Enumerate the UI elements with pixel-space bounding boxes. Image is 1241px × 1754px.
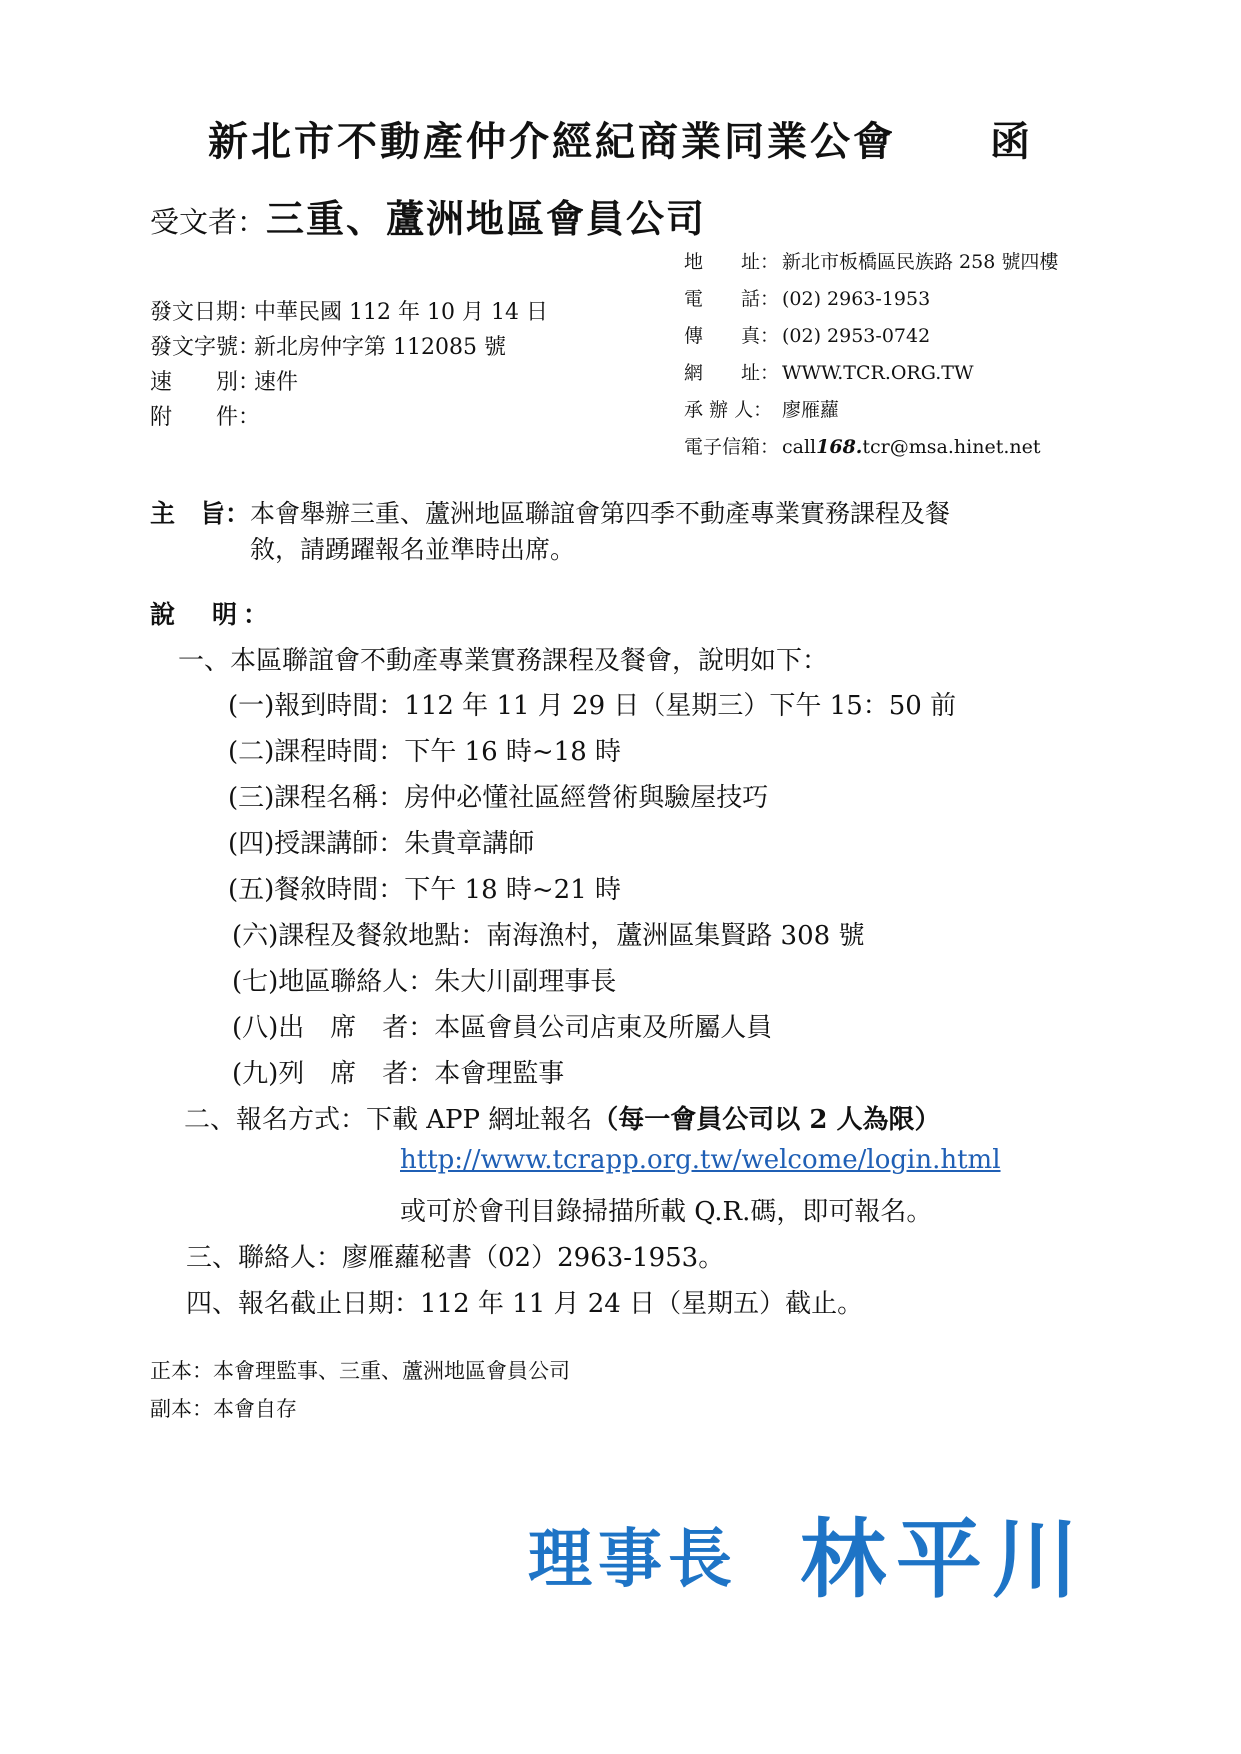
explanation-item-1: 一、本區聯誼會不動產專業實務課程及餐會，說明如下： — [178, 646, 829, 676]
sub-item: (六)課程及餐敘地點：南海漁村，蘆洲區集賢路 308 號 — [232, 921, 865, 951]
email-suffix: tcr@msa.hinet.net — [862, 436, 1041, 458]
email-prefix: call — [782, 436, 817, 458]
fax-label: 傳 真： — [684, 325, 780, 347]
contact-email — [684, 429, 1058, 466]
sub-item: (四)授課講師：朱貴章講師 — [228, 829, 535, 859]
explanation-item-2 — [184, 1099, 941, 1136]
recipient-line — [150, 188, 706, 243]
email-label: 電子信箱： — [684, 436, 780, 458]
sub-item: (九)列 席 者：本會理監事 — [232, 1059, 565, 1089]
speed-label: 速 別： — [150, 370, 261, 395]
registration-link[interactable]: http://www.tcrapp.org.tw/welcome/login.html — [400, 1145, 1001, 1175]
registration-limit: （每一會員公司以 2 人為限） — [592, 1105, 941, 1135]
address-value: 新北市板橋區民族路 258 號四樓 — [782, 251, 1059, 273]
sub-item: (二)課程時間：下午 16 時~18 時 — [228, 737, 622, 767]
subject-line-1 — [150, 496, 1080, 532]
website-label: 網 址： — [684, 362, 780, 384]
signature-name: 林平川 — [800, 1510, 1088, 1610]
sub-item: (三)課程名稱：房仲必懂社區經營術與驗屋技巧 — [228, 783, 769, 813]
sub-item: (八)出 席 者：本區會員公司店東及所屬人員 — [232, 1013, 773, 1043]
document-meta — [150, 295, 548, 435]
sub-item: (一)報到時間：112 年 11 月 29 日（星期三）下午 15：50 前 — [228, 691, 957, 721]
speed-value: 速件 — [254, 370, 299, 395]
address-label: 地 址： — [684, 251, 780, 273]
subject-text-1: 本會舉辦三重、蘆洲地區聯誼會第四季不動產專業實務課程及餐 — [250, 499, 951, 528]
document-type: 函 — [990, 118, 1030, 165]
registration-method: 二、報名方式：下載 APP 網址報名 — [184, 1105, 593, 1135]
registration-note: 或可於會刊目錄掃描所載 Q.R.碼，即可報名。 — [400, 1197, 933, 1227]
phone-value: (02) 2963-1953 — [782, 288, 931, 310]
contact-block — [684, 244, 1058, 466]
distribution-copy: 副本：本會自存 — [150, 1397, 297, 1421]
contact-website — [684, 355, 1058, 392]
reference-value: 新北房仲字第 112085 號 — [254, 335, 506, 360]
phone-label: 電 話： — [684, 288, 780, 310]
signature-title: 理事長 — [528, 1523, 738, 1597]
date-value: 中華民國 112 年 10 月 14 日 — [254, 300, 548, 325]
attachment-label: 附 件： — [150, 405, 261, 430]
contact-phone — [684, 281, 1058, 318]
contact-fax — [684, 318, 1058, 355]
meta-reference — [150, 330, 548, 365]
organization-title: 新北市不動產仲介經紀商業同業公會 — [208, 118, 896, 165]
subject-block — [150, 496, 1080, 568]
website-value: WWW.TCR.ORG.TW — [782, 362, 974, 384]
contact-address — [684, 244, 1058, 281]
meta-speed — [150, 365, 548, 400]
handler-value: 廖雁蘿 — [782, 399, 840, 421]
date-label: 發文日期： — [150, 300, 261, 325]
subject-label: 主 旨： — [150, 499, 251, 528]
sub-item: (五)餐敘時間：下午 18 時~21 時 — [228, 875, 622, 905]
explanation-item-4: 四、報名截止日期：112 年 11 月 24 日（星期五）截止。 — [186, 1289, 864, 1319]
email-value — [782, 429, 1041, 466]
reference-label: 發文字號： — [150, 335, 261, 360]
recipient-label: 受文者： — [150, 205, 267, 239]
distribution-original: 正本：本會理監事、三重、蘆洲地區會員公司 — [150, 1359, 570, 1383]
sub-item: (七)地區聯絡人：朱大川副理事長 — [232, 967, 617, 997]
email-emphasis: 168. — [816, 436, 863, 458]
explanation-item-3: 三、聯絡人：廖雁蘿秘書（02）2963-1953。 — [186, 1243, 725, 1273]
recipient-name: 三重、蘆洲地區會員公司 — [266, 196, 707, 241]
meta-date — [150, 295, 548, 330]
meta-attachment — [150, 400, 548, 435]
handler-label: 承 辦 人： — [684, 399, 773, 421]
explanation-heading: 說 明： — [150, 600, 275, 629]
subject-text-2: 敘，請踴躍報名並準時出席。 — [250, 535, 576, 564]
fax-value: (02) 2953-0742 — [782, 325, 931, 347]
contact-handler — [684, 392, 1058, 429]
